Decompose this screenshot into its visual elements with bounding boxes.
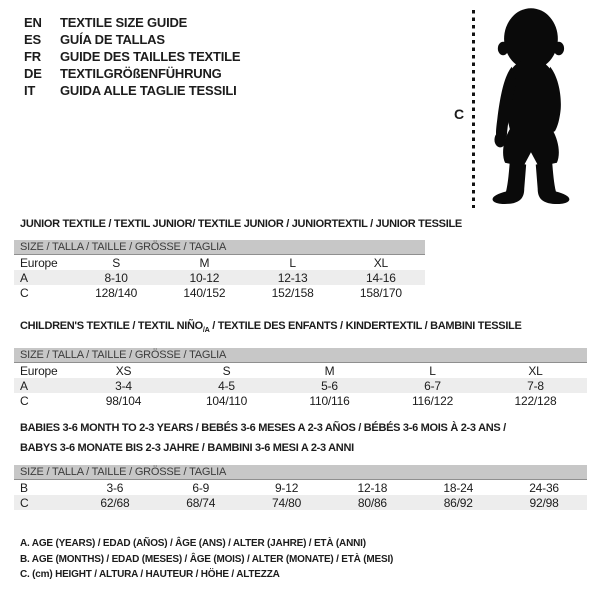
row-label: Europe bbox=[20, 363, 58, 378]
table-title-line2: BABYS 3-6 MONATE BIS 2-3 JAHRE / BAMBINI 3-6 MESI A 2-3 ANNI bbox=[20, 442, 354, 454]
value-cell: 12-18 bbox=[357, 480, 388, 495]
size-header-band: SIZE / TALLA / TAILLE / GRÖSSE / TAGLIA bbox=[14, 240, 425, 255]
value-cell: 92/98 bbox=[529, 495, 559, 510]
row-label: C bbox=[20, 285, 29, 300]
row-label: Europe bbox=[20, 255, 58, 270]
value-cell: 158/170 bbox=[359, 285, 402, 300]
table-row-height bbox=[14, 495, 587, 510]
language-code: FR bbox=[24, 49, 41, 64]
size-cell: L bbox=[289, 255, 296, 270]
value-cell: 74/80 bbox=[272, 495, 302, 510]
table-row-height bbox=[14, 285, 425, 300]
table-row-months bbox=[14, 480, 587, 495]
table-title: JUNIOR TEXTILE / TEXTIL JUNIOR/ TEXTILE JUNIOR / JUNIORTEXTIL / JUNIOR TESSILE bbox=[20, 218, 462, 230]
value-cell: 8-10 bbox=[104, 270, 128, 285]
value-cell: 104/110 bbox=[205, 393, 248, 408]
language-code: DE bbox=[24, 66, 42, 81]
language-code: EN bbox=[24, 15, 42, 30]
language-code: ES bbox=[24, 32, 41, 47]
language-row-it bbox=[24, 82, 240, 99]
value-cell: 6-9 bbox=[192, 480, 210, 495]
note-age-months: B. AGE (MONTHS) / EDAD (MESES) / ÂGE (MOIS) / ALTER (MONATE) / ETÀ (MESI) bbox=[20, 553, 394, 565]
value-cell: 14-16 bbox=[366, 270, 396, 285]
baby-silhouette bbox=[482, 7, 578, 211]
legend-notes bbox=[20, 536, 393, 583]
language-label: GUIDA ALLE TAGLIE TESSILI bbox=[60, 83, 237, 98]
title-part: / TEXTILE DES ENFANTS / KINDERTEXTIL / BAMBINI TESSILE bbox=[209, 320, 522, 332]
language-label: TEXTILE SIZE GUIDE bbox=[60, 15, 188, 30]
note-age-years: A. AGE (YEARS) / EDAD (AÑOS) / ÂGE (ANS) / ALTER (JAHRE) / ETÀ (ANNI) bbox=[20, 538, 366, 549]
value-cell: 128/140 bbox=[95, 285, 138, 300]
height-measure-dotted-line bbox=[472, 10, 475, 208]
language-row-fr bbox=[24, 48, 240, 65]
table-title bbox=[20, 320, 522, 337]
row-label: C bbox=[20, 393, 29, 408]
junior-textile-table bbox=[14, 218, 462, 300]
value-cell: 86/92 bbox=[443, 495, 473, 510]
size-cell: S bbox=[222, 363, 231, 378]
table-row-age bbox=[14, 378, 587, 393]
table-row-europe bbox=[14, 255, 425, 270]
value-cell: 12-13 bbox=[277, 270, 308, 285]
height-measure-label: C bbox=[454, 106, 465, 122]
title-part: CHILDREN'S TEXTILE / TEXTIL NIÑO bbox=[20, 320, 203, 332]
value-cell: 62/68 bbox=[100, 495, 130, 510]
table-row-age bbox=[14, 270, 425, 285]
value-cell: 122/128 bbox=[514, 393, 557, 408]
value-cell: 98/104 bbox=[105, 393, 142, 408]
value-cell: 3-6 bbox=[106, 480, 124, 495]
row-label: B bbox=[20, 480, 28, 495]
size-header-band: SIZE / TALLA / TAILLE / GRÖSSE / TAGLIA bbox=[14, 465, 587, 480]
table-row-height bbox=[14, 393, 587, 408]
language-label: TEXTILGRÖßENFÜHRUNG bbox=[60, 66, 222, 81]
size-cell: L bbox=[429, 363, 436, 378]
language-row-en bbox=[24, 14, 240, 31]
table-row-europe bbox=[14, 363, 587, 378]
size-cell: M bbox=[199, 255, 210, 270]
value-cell: 24-36 bbox=[529, 480, 559, 495]
value-cell: 10-12 bbox=[189, 270, 220, 285]
language-label: GUÍA DE TALLAS bbox=[60, 32, 165, 47]
note-height: C. (cm) HEIGHT / ALTURA / HAUTEUR / HÖHE / ALTEZZA bbox=[20, 569, 280, 580]
childrens-textile-table bbox=[14, 320, 587, 408]
value-cell: 6-7 bbox=[424, 378, 441, 393]
table-title-line1: BABIES 3-6 MONTH TO 2-3 YEARS / BEBÉS 3-6 MESES A 2-3 AÑOS / BÉBÉS 3-6 MOIS À 2-3 ANS / bbox=[20, 422, 506, 434]
value-cell: 7-8 bbox=[527, 378, 544, 393]
size-cell: XL bbox=[373, 255, 389, 270]
value-cell: 9-12 bbox=[274, 480, 299, 495]
language-label: GUIDE DES TAILLES TEXTILE bbox=[60, 49, 241, 64]
babies-textile-table bbox=[14, 422, 587, 510]
language-row-de bbox=[24, 65, 240, 82]
row-label: C bbox=[20, 495, 29, 510]
row-label: A bbox=[20, 378, 28, 393]
value-cell: 3-4 bbox=[115, 378, 132, 393]
value-cell: 110/116 bbox=[309, 393, 350, 408]
size-cell: S bbox=[112, 255, 121, 270]
value-cell: 4-5 bbox=[218, 378, 235, 393]
row-label: A bbox=[20, 270, 28, 285]
value-cell: 152/158 bbox=[271, 285, 314, 300]
value-cell: 80/86 bbox=[357, 495, 387, 510]
size-cell: XS bbox=[115, 363, 132, 378]
value-cell: 18-24 bbox=[443, 480, 474, 495]
size-header-band: SIZE / TALLA / TAILLE / GRÖSSE / TAGLIA bbox=[14, 348, 587, 363]
value-cell: 5-6 bbox=[321, 378, 338, 393]
title-subscript: /A bbox=[202, 326, 210, 334]
language-row-es bbox=[24, 31, 240, 48]
size-cell: M bbox=[324, 363, 335, 378]
size-cell: XL bbox=[528, 363, 543, 378]
value-cell: 68/74 bbox=[186, 495, 216, 510]
language-list bbox=[24, 14, 240, 99]
value-cell: 116/122 bbox=[411, 393, 454, 408]
value-cell: 140/152 bbox=[183, 285, 226, 300]
language-code: IT bbox=[24, 83, 36, 98]
